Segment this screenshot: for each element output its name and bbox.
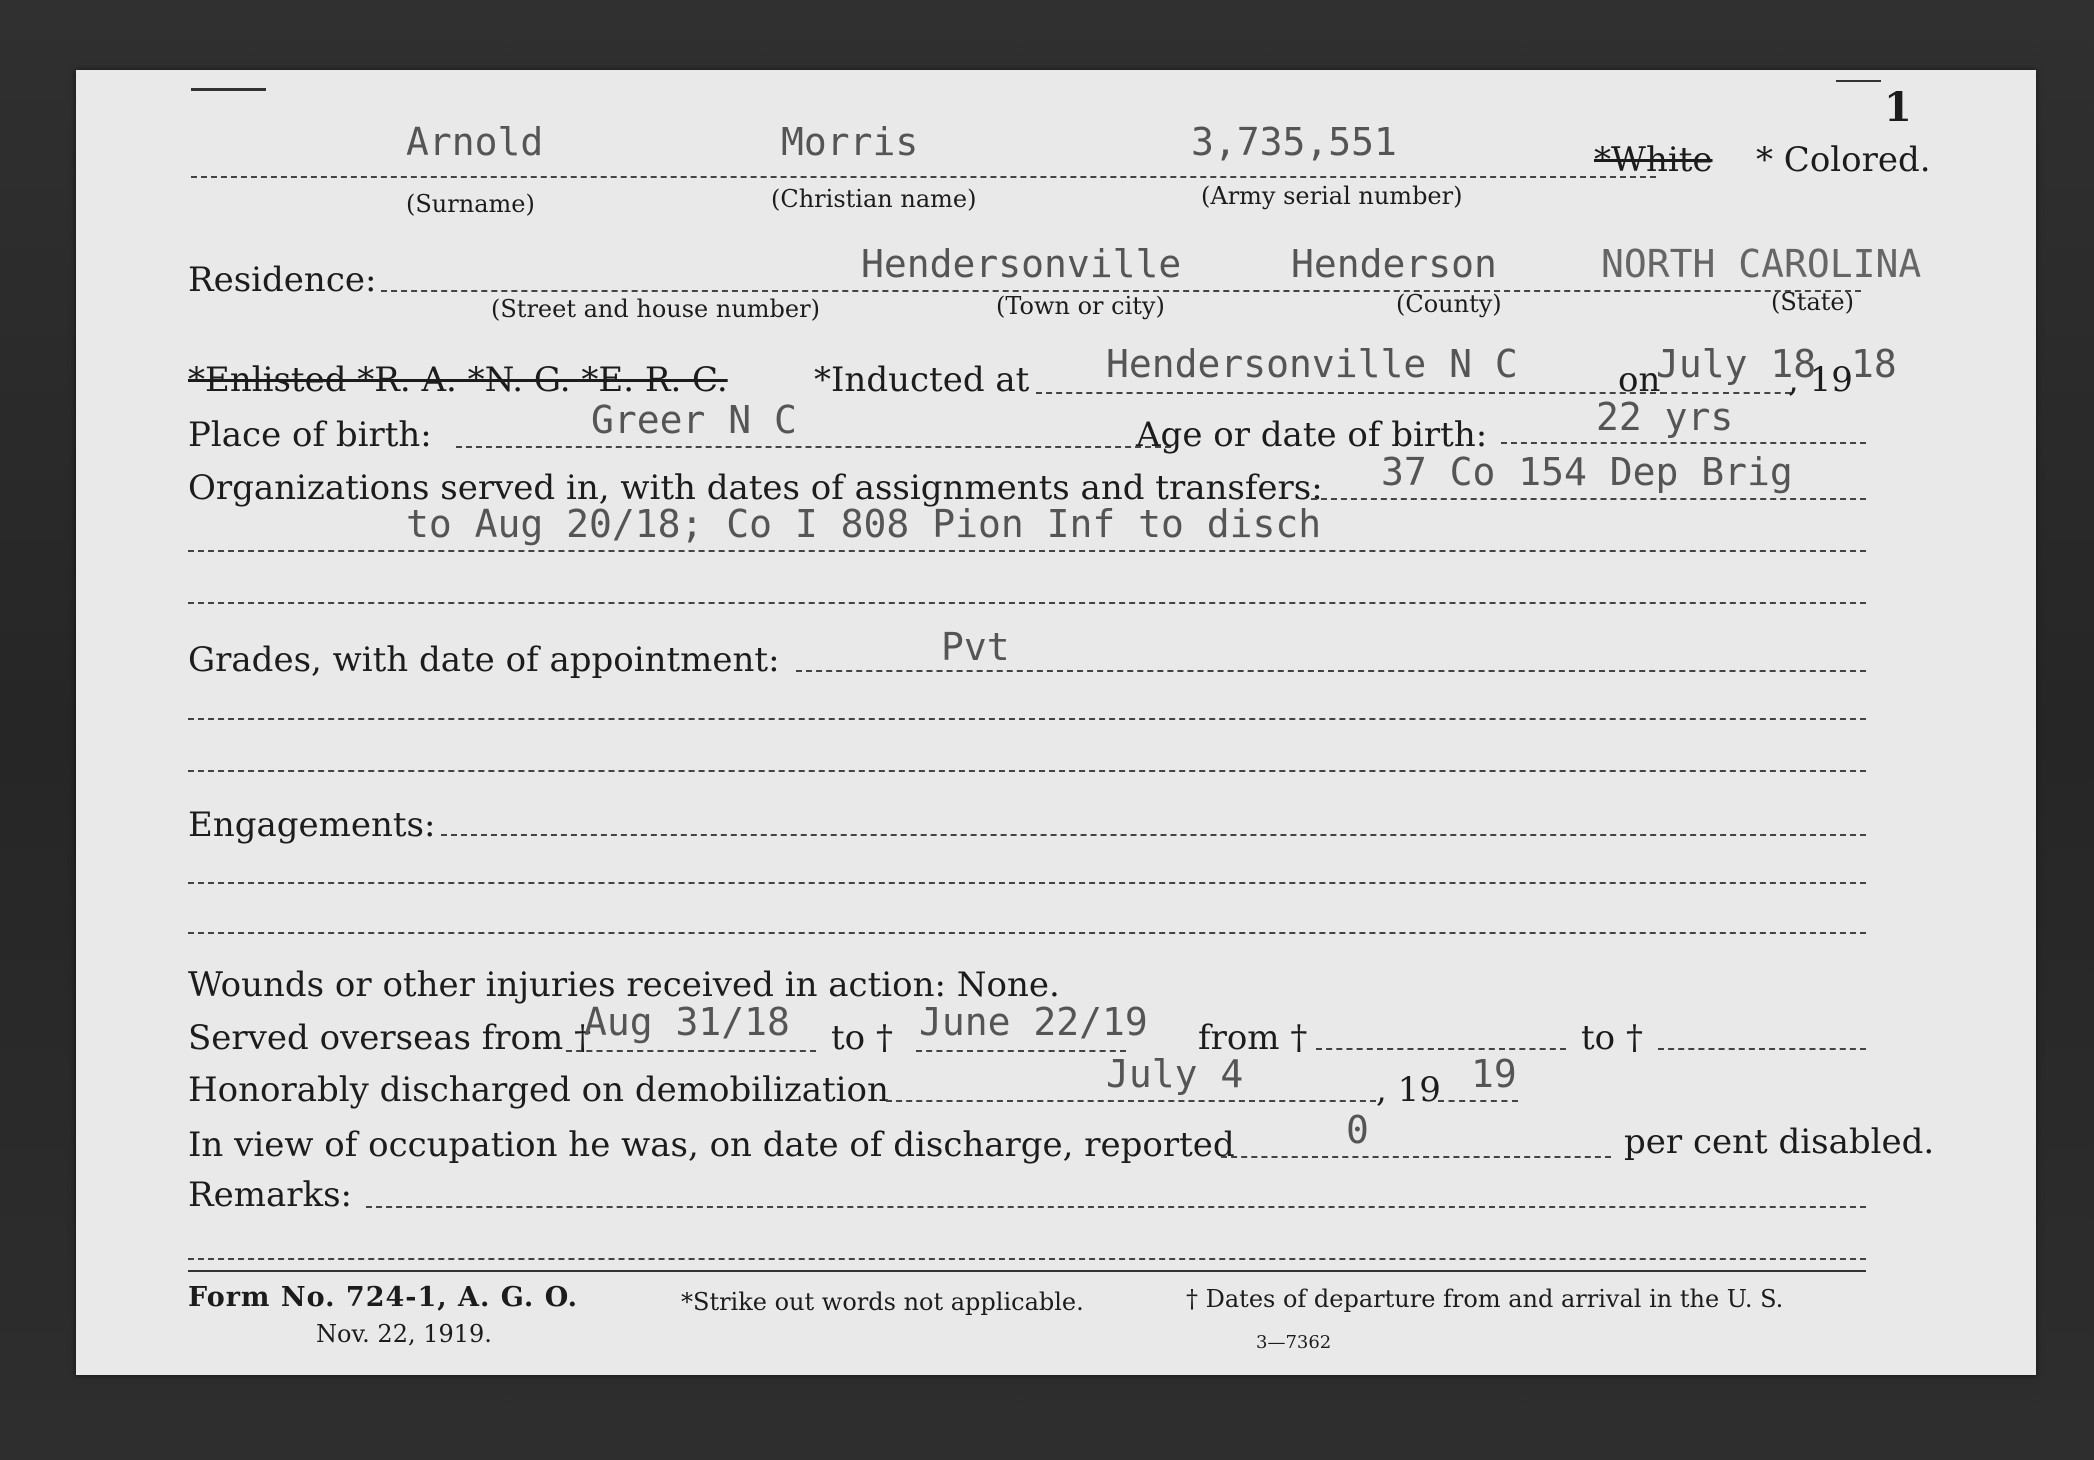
orgs-line-3 bbox=[188, 602, 1866, 604]
orgs-label: Organizations served in, with dates of assignments and transfers: bbox=[188, 468, 1323, 508]
grades-line-3 bbox=[188, 770, 1866, 772]
grades-line-1 bbox=[796, 670, 1866, 672]
engagements-label: Engagements: bbox=[188, 805, 436, 845]
county-label: (County) bbox=[1396, 290, 1502, 318]
overseas-from2-line bbox=[1316, 1048, 1566, 1050]
state-value: NORTH CAROLINA bbox=[1601, 242, 1922, 286]
discharge-label: Honorably discharged on demobilization bbox=[188, 1070, 889, 1110]
grades-label: Grades, with date of appointment: bbox=[188, 640, 780, 680]
inducted-year-prefix: , 19 bbox=[1788, 360, 1853, 400]
overseas-from-value: Aug 31/18 bbox=[584, 1000, 790, 1044]
engagements-line-3 bbox=[188, 932, 1866, 934]
birth-place-line bbox=[456, 446, 1171, 448]
form-number: Form No. 724-1, A. G. O. bbox=[188, 1282, 579, 1313]
discharge-year-prefix: , 19 bbox=[1376, 1070, 1441, 1110]
overseas-to2-line bbox=[1658, 1048, 1866, 1050]
remarks-label: Remarks: bbox=[188, 1175, 352, 1215]
inducted-place-value: Hendersonville N C bbox=[1106, 342, 1518, 386]
inducted-date-line bbox=[1661, 392, 1791, 394]
christian-name-value: Morris bbox=[781, 120, 919, 164]
race-white-struck: *White bbox=[1594, 140, 1713, 180]
surname-label: (Surname) bbox=[406, 190, 535, 218]
top-rule-right bbox=[1836, 80, 1881, 82]
serial-number-label: (Army serial number) bbox=[1201, 182, 1463, 210]
discharge-date-value: July 4 bbox=[1106, 1052, 1244, 1096]
remarks-line-1 bbox=[366, 1206, 1866, 1208]
overseas-from-line bbox=[566, 1050, 816, 1052]
age-value: 22 yrs bbox=[1596, 395, 1734, 439]
page-number: 1 bbox=[1884, 84, 1912, 131]
footer-rule bbox=[188, 1270, 1866, 1272]
overseas-to2-label: to † bbox=[1581, 1018, 1643, 1058]
form-date: Nov. 22, 1919. bbox=[316, 1320, 492, 1348]
overseas-to-value: June 22/19 bbox=[919, 1000, 1148, 1044]
christian-name-label: (Christian name) bbox=[771, 185, 977, 213]
street-label: (Street and house number) bbox=[491, 295, 820, 323]
state-label: (State) bbox=[1771, 288, 1854, 316]
disability-value: 0 bbox=[1346, 1108, 1369, 1152]
serial-number-value: 3,735,551 bbox=[1191, 120, 1397, 164]
print-code: 3—7362 bbox=[1256, 1332, 1332, 1353]
engagements-line-2 bbox=[188, 882, 1866, 884]
surname-value: Arnold bbox=[406, 120, 544, 164]
overseas-label: Served overseas from † bbox=[188, 1018, 592, 1058]
name-line bbox=[191, 176, 1656, 178]
residence-label: Residence: bbox=[188, 260, 377, 300]
inducted-label: *Inducted at bbox=[814, 360, 1030, 400]
disability-label: In view of occupation he was, on date of discharge, reported bbox=[188, 1125, 1235, 1165]
discharge-year-value: 19 bbox=[1471, 1052, 1517, 1096]
orgs-line-1 bbox=[1311, 498, 1866, 500]
orgs-value-2: to Aug 20/18; Co I 808 Pion Inf to disch bbox=[406, 502, 1322, 546]
discharge-year-line bbox=[1438, 1100, 1518, 1102]
discharge-date-line bbox=[886, 1100, 1376, 1102]
disability-line bbox=[1221, 1156, 1611, 1158]
inducted-year-value: 18 bbox=[1851, 342, 1897, 386]
orgs-line-2 bbox=[188, 550, 1866, 552]
town-value: Hendersonville bbox=[861, 242, 1182, 286]
orgs-value-1: 37 Co 154 Dep Brig bbox=[1381, 450, 1793, 494]
overseas-to-line bbox=[916, 1050, 1126, 1052]
age-label: Age or date of birth: bbox=[1136, 415, 1488, 455]
county-value: Henderson bbox=[1291, 242, 1497, 286]
birth-place-value: Greer N C bbox=[591, 398, 797, 442]
disability-suffix: per cent disabled. bbox=[1624, 1122, 1935, 1162]
enlisted-struck: *Enlisted *R. A. *N. G. *E. R. C. bbox=[188, 360, 728, 400]
inducted-date-value: July 18 bbox=[1656, 342, 1817, 386]
service-record-card bbox=[76, 70, 2036, 1375]
remarks-line-2 bbox=[188, 1258, 1866, 1260]
overseas-from2-label: from † bbox=[1198, 1018, 1308, 1058]
grade-value: Pvt bbox=[941, 625, 1010, 669]
birth-label: Place of birth: bbox=[188, 415, 432, 455]
age-line bbox=[1501, 442, 1866, 444]
overseas-to-label: to † bbox=[831, 1018, 893, 1058]
on-label: on bbox=[1618, 360, 1661, 400]
wounds-text: Wounds or other injuries received in action: None. bbox=[188, 965, 1060, 1005]
inducted-place-line bbox=[1036, 392, 1666, 394]
grades-line-2 bbox=[188, 718, 1866, 720]
race-colored: * Colored. bbox=[1756, 140, 1931, 180]
footnote-strike: *Strike out words not applicable. bbox=[681, 1288, 1084, 1316]
footnote-dates: † Dates of departure from and arrival in the U. S. bbox=[1186, 1285, 1784, 1313]
top-rule-left bbox=[191, 88, 266, 91]
town-label: (Town or city) bbox=[996, 292, 1165, 320]
engagements-line-1 bbox=[441, 834, 1866, 836]
